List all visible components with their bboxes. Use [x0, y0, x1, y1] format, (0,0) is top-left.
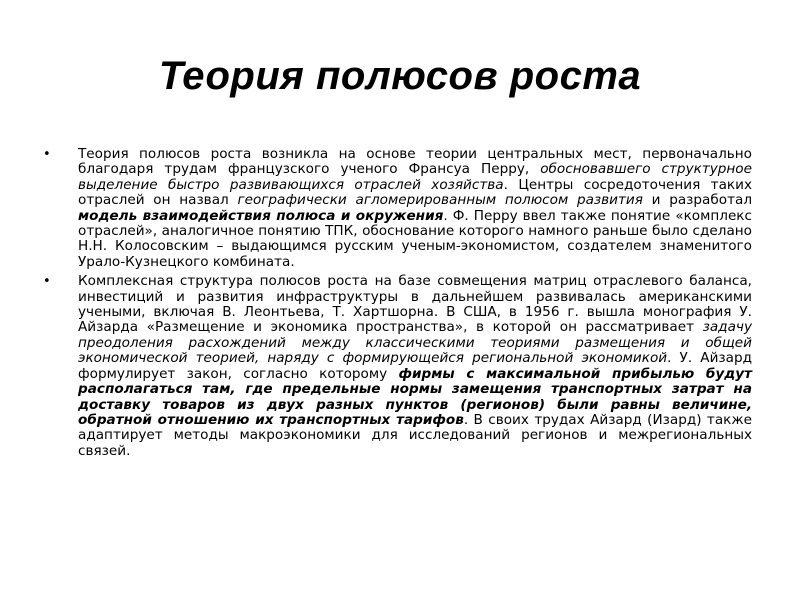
paragraph-text: Комплексная структура полюсов роста на базе совмещения матриц отраслевого баланса, инвестиций и развития инфраструктуры в дальнейшем развивалась американскими учеными, включая В. Леонтьева, Т. Хартшорна. В США, в 1956 г. вышла монография У. Айзарда «Размещение и экономика пространства», в которой он рассматривает — [78, 273, 752, 336]
paragraph-text: . Центры сосредоточения таких отраслей он назвал — [78, 176, 752, 209]
paragraph-text: . Ф. Перру ввел также понятие «комплекс отраслей», аналогичное понятию ТПК, обоснование которого намного раньше было сделано Н.Н. Колосовским – выдающимся русским ученым-экономистом, создателем знаменитого Урало-Кузнецкого комбината. — [78, 207, 752, 270]
paragraph-text: и разработал — [642, 192, 753, 209]
bullet-paragraph-perroux — [40, 147, 752, 270]
italic-phrase: обосновавшего структурное выделение быстро развивающихся отраслей хозяйства — [78, 161, 752, 193]
bold-italic-phrase: фирмы с максимальной прибылью будут располагаться там, где предельные нормы замещения транспортных затрат на доставку товаров из двух разных пунктов (регионов) были равны величине, обратной отношению их транспортных тарифов — [78, 365, 752, 428]
bullet-list — [40, 147, 752, 463]
bullet-marker: • — [43, 274, 51, 290]
bullet-paragraph-isard — [40, 274, 752, 459]
paragraph-text: . У. Айзард формулирует закон, согласно которому — [78, 350, 753, 382]
paragraph-text: . В своих трудах Айзард (Изард) также адаптирует методы макроэкономики для исследований регионов и межрегиональных связей. — [78, 411, 752, 459]
italic-phrase: задачу преодоления расхождений между классическими теориями размещения и общей экономической теорией, наряду с формирующейся региональной экономикой — [78, 319, 752, 367]
bullet-marker: • — [43, 147, 51, 162]
paragraph-text: Теория полюсов роста возникла на основе теории центральных мест, первоначально благодаря трудам французского ученого Франсуа Перру, — [78, 146, 752, 178]
slide-title: Теория полюсов роста — [158, 54, 642, 98]
bold-italic-phrase: модель взаимодействия полюса и окружения — [78, 207, 444, 224]
italic-phrase: географически агломерированным полюсом развития — [237, 192, 643, 209]
